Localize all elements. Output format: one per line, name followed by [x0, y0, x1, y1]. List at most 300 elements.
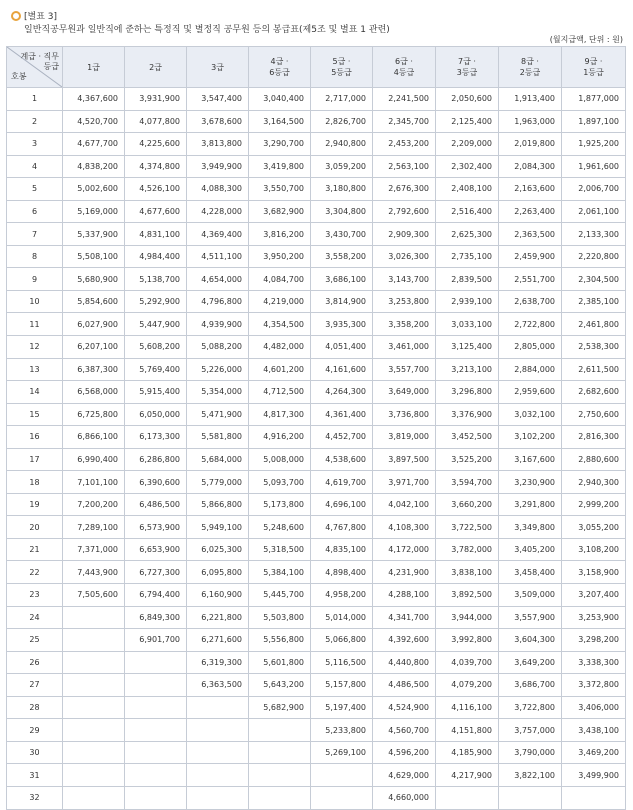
salary-cell: 3,033,100 — [436, 313, 499, 336]
salary-cell: 3,813,800 — [187, 133, 249, 156]
salary-cell: 5,292,900 — [125, 290, 187, 313]
step-cell: 20 — [7, 516, 63, 539]
salary-cell: 4,838,200 — [63, 155, 125, 178]
salary-cell — [63, 674, 125, 697]
salary-cell: 6,901,700 — [125, 629, 187, 652]
salary-cell: 5,233,800 — [311, 719, 373, 742]
table-row — [7, 358, 626, 381]
salary-cell: 4,367,600 — [63, 88, 125, 111]
salary-cell: 4,660,000 — [373, 786, 436, 809]
grade-header-1: 1급 — [63, 47, 125, 88]
corner-top-label — [20, 52, 59, 72]
salary-cell: 3,108,200 — [562, 538, 626, 561]
salary-cell: 4,217,900 — [436, 764, 499, 787]
corner-top-line1: 계급 · 직무 — [20, 52, 59, 61]
salary-cell — [125, 741, 187, 764]
salary-cell: 3,992,800 — [436, 629, 499, 652]
salary-cell: 5,556,800 — [249, 629, 311, 652]
salary-cell: 4,151,800 — [436, 719, 499, 742]
salary-cell: 5,447,900 — [125, 313, 187, 336]
salary-cell: 5,173,800 — [249, 493, 311, 516]
salary-cell: 5,682,900 — [249, 696, 311, 719]
salary-cell: 4,084,700 — [249, 268, 311, 291]
salary-cell: 5,643,200 — [249, 674, 311, 697]
salary-cell: 6,725,800 — [63, 403, 125, 426]
salary-cell: 6,866,100 — [63, 426, 125, 449]
salary-cell: 6,050,000 — [125, 403, 187, 426]
salary-cell: 3,722,500 — [436, 516, 499, 539]
salary-cell — [249, 719, 311, 742]
header-corner-cell — [7, 47, 63, 88]
salary-cell: 2,084,300 — [499, 155, 562, 178]
salary-cell: 5,680,900 — [63, 268, 125, 291]
salary-cell: 4,361,400 — [311, 403, 373, 426]
salary-cell: 3,358,200 — [373, 313, 436, 336]
salary-cell: 5,354,000 — [187, 381, 249, 404]
step-cell: 12 — [7, 336, 63, 359]
step-cell: 26 — [7, 651, 63, 674]
salary-cell: 2,220,800 — [562, 245, 626, 268]
salary-cell: 1,961,600 — [562, 155, 626, 178]
table-row — [7, 493, 626, 516]
salary-cell: 4,831,100 — [125, 223, 187, 246]
grade-header-4: 4급 · 6등급 — [249, 47, 311, 88]
salary-cell: 4,228,000 — [187, 200, 249, 223]
table-row — [7, 178, 626, 201]
grade-header-6: 6급 · 4등급 — [373, 47, 436, 88]
salary-cell — [63, 606, 125, 629]
circle-bullet-icon — [11, 11, 21, 21]
header-area — [0, 0, 633, 46]
salary-cell: 5,508,100 — [63, 245, 125, 268]
salary-cell: 2,163,600 — [499, 178, 562, 201]
salary-cell: 5,116,500 — [311, 651, 373, 674]
salary-cell: 4,172,000 — [373, 538, 436, 561]
salary-cell: 6,095,800 — [187, 561, 249, 584]
salary-cell: 3,525,200 — [436, 448, 499, 471]
salary-cell: 3,897,500 — [373, 448, 436, 471]
corner-top-line2: 등급 — [43, 62, 59, 71]
salary-cell: 2,061,100 — [562, 200, 626, 223]
salary-cell: 2,408,100 — [436, 178, 499, 201]
salary-cell: 3,814,900 — [311, 290, 373, 313]
step-cell: 16 — [7, 426, 63, 449]
salary-cell: 5,601,800 — [249, 651, 311, 674]
salary-cell: 6,568,000 — [63, 381, 125, 404]
salary-cell: 3,822,100 — [499, 764, 562, 787]
salary-cell: 7,289,100 — [63, 516, 125, 539]
salary-cell: 4,264,300 — [311, 381, 373, 404]
salary-cell: 4,374,800 — [125, 155, 187, 178]
salary-cell: 5,684,000 — [187, 448, 249, 471]
step-cell: 23 — [7, 584, 63, 607]
salary-cell — [125, 674, 187, 697]
salary-cell: 4,560,700 — [373, 719, 436, 742]
salary-cell: 3,458,400 — [499, 561, 562, 584]
table-row — [7, 561, 626, 584]
table-row — [7, 651, 626, 674]
corner-bottom-label: 호봉 — [11, 72, 27, 81]
table-row — [7, 110, 626, 133]
salary-cell: 2,839,500 — [436, 268, 499, 291]
salary-cell: 3,290,700 — [249, 133, 311, 156]
step-cell: 28 — [7, 696, 63, 719]
salary-cell — [63, 764, 125, 787]
salary-cell — [249, 764, 311, 787]
salary-cell: 2,209,000 — [436, 133, 499, 156]
salary-cell: 3,757,000 — [499, 719, 562, 742]
salary-cell: 3,291,800 — [499, 493, 562, 516]
salary-cell: 5,008,000 — [249, 448, 311, 471]
salary-cell: 4,288,100 — [373, 584, 436, 607]
salary-cell: 4,916,200 — [249, 426, 311, 449]
salary-cell: 3,604,300 — [499, 629, 562, 652]
salary-cell: 6,027,900 — [63, 313, 125, 336]
salary-cell: 5,248,600 — [249, 516, 311, 539]
salary-cell: 3,819,000 — [373, 426, 436, 449]
salary-cell: 2,625,300 — [436, 223, 499, 246]
salary-cell: 4,042,100 — [373, 493, 436, 516]
salary-cell: 3,376,900 — [436, 403, 499, 426]
salary-cell: 2,563,100 — [373, 155, 436, 178]
salary-cell: 2,676,300 — [373, 178, 436, 201]
step-cell: 4 — [7, 155, 63, 178]
salary-cell: 2,682,600 — [562, 381, 626, 404]
unit-note: (월지급액, 단위 : 원) — [549, 35, 623, 44]
salary-cell: 3,055,200 — [562, 516, 626, 539]
salary-cell — [187, 741, 249, 764]
salary-cell: 3,405,200 — [499, 538, 562, 561]
salary-cell: 3,026,300 — [373, 245, 436, 268]
salary-cell: 3,649,200 — [499, 651, 562, 674]
salary-cell: 6,221,800 — [187, 606, 249, 629]
salary-cell: 6,990,400 — [63, 448, 125, 471]
salary-cell: 4,524,900 — [373, 696, 436, 719]
salary-cell: 3,838,100 — [436, 561, 499, 584]
step-cell: 9 — [7, 268, 63, 291]
salary-cell: 4,231,900 — [373, 561, 436, 584]
salary-cell: 2,816,300 — [562, 426, 626, 449]
salary-cell: 4,696,100 — [311, 493, 373, 516]
salary-cell: 4,482,000 — [249, 336, 311, 359]
salary-cell: 3,722,800 — [499, 696, 562, 719]
step-cell: 7 — [7, 223, 63, 246]
salary-cell: 2,959,600 — [499, 381, 562, 404]
salary-cell: 4,392,600 — [373, 629, 436, 652]
salary-cell: 3,296,800 — [436, 381, 499, 404]
salary-cell: 3,298,200 — [562, 629, 626, 652]
salary-cell: 3,158,900 — [562, 561, 626, 584]
salary-cell: 4,185,900 — [436, 741, 499, 764]
salary-cell: 2,006,700 — [562, 178, 626, 201]
salary-cell: 3,649,000 — [373, 381, 436, 404]
salary-cell: 4,677,600 — [125, 200, 187, 223]
step-cell: 13 — [7, 358, 63, 381]
salary-cell: 4,596,200 — [373, 741, 436, 764]
salary-cell: 3,253,900 — [562, 606, 626, 629]
salary-cell: 4,161,600 — [311, 358, 373, 381]
salary-cell: 5,384,100 — [249, 561, 311, 584]
salary-cell: 5,002,600 — [63, 178, 125, 201]
salary-cell: 6,173,300 — [125, 426, 187, 449]
salary-cell: 6,727,300 — [125, 561, 187, 584]
salary-cell: 7,371,000 — [63, 538, 125, 561]
salary-cell: 3,736,800 — [373, 403, 436, 426]
salary-cell: 2,516,400 — [436, 200, 499, 223]
step-cell: 30 — [7, 741, 63, 764]
salary-cell: 2,735,100 — [436, 245, 499, 268]
salary-cell: 2,385,100 — [562, 290, 626, 313]
salary-cell: 4,835,100 — [311, 538, 373, 561]
step-cell: 18 — [7, 471, 63, 494]
salary-cell: 2,302,400 — [436, 155, 499, 178]
salary-cell: 7,101,100 — [63, 471, 125, 494]
salary-cell: 2,717,000 — [311, 88, 373, 111]
salary-cell: 2,611,500 — [562, 358, 626, 381]
salary-cell: 1,913,400 — [499, 88, 562, 111]
step-cell: 22 — [7, 561, 63, 584]
salary-cell: 5,318,500 — [249, 538, 311, 561]
salary-cell: 4,079,200 — [436, 674, 499, 697]
salary-cell: 2,638,700 — [499, 290, 562, 313]
salary-cell: 5,157,800 — [311, 674, 373, 697]
salary-cell — [125, 651, 187, 674]
salary-cell: 5,471,900 — [187, 403, 249, 426]
salary-cell: 2,133,300 — [562, 223, 626, 246]
salary-cell: 3,338,300 — [562, 651, 626, 674]
step-cell: 19 — [7, 493, 63, 516]
salary-cell: 3,102,200 — [499, 426, 562, 449]
step-cell: 25 — [7, 629, 63, 652]
salary-cell: 3,499,900 — [562, 764, 626, 787]
salary-cell: 3,032,100 — [499, 403, 562, 426]
grade-header-8: 8급 · 2등급 — [499, 47, 562, 88]
salary-cell: 3,143,700 — [373, 268, 436, 291]
step-cell: 3 — [7, 133, 63, 156]
salary-cell: 3,461,000 — [373, 336, 436, 359]
salary-cell: 7,443,900 — [63, 561, 125, 584]
salary-cell: 6,025,300 — [187, 538, 249, 561]
salary-cell: 3,547,400 — [187, 88, 249, 111]
salary-cell: 3,372,800 — [562, 674, 626, 697]
salary-cell: 3,790,000 — [499, 741, 562, 764]
salary-cell: 2,792,600 — [373, 200, 436, 223]
salary-cell: 2,999,200 — [562, 493, 626, 516]
salary-cell: 6,160,900 — [187, 584, 249, 607]
salary-cell: 5,503,800 — [249, 606, 311, 629]
salary-cell: 3,550,700 — [249, 178, 311, 201]
table-row — [7, 290, 626, 313]
salary-cell: 4,077,800 — [125, 110, 187, 133]
salary-cell: 2,459,900 — [499, 245, 562, 268]
table-row — [7, 674, 626, 697]
salary-cell: 6,794,400 — [125, 584, 187, 607]
table-row — [7, 516, 626, 539]
salary-cell — [187, 764, 249, 787]
salary-cell: 4,939,900 — [187, 313, 249, 336]
salary-cell: 5,093,700 — [249, 471, 311, 494]
salary-cell: 4,039,700 — [436, 651, 499, 674]
salary-cell: 2,304,500 — [562, 268, 626, 291]
salary-cell: 3,180,800 — [311, 178, 373, 201]
salary-cell: 5,066,800 — [311, 629, 373, 652]
table-row — [7, 155, 626, 178]
salary-cell: 5,269,100 — [311, 741, 373, 764]
salary-cell: 3,686,100 — [311, 268, 373, 291]
salary-cell: 2,880,600 — [562, 448, 626, 471]
salary-cell: 2,750,600 — [562, 403, 626, 426]
salary-cell: 3,059,200 — [311, 155, 373, 178]
salary-cell: 6,849,300 — [125, 606, 187, 629]
salary-cell: 4,051,400 — [311, 336, 373, 359]
table-title: 일반직공무원과 일반직에 준하는 특정직 및 별정직 공무원 등의 봉급표(제5조 및 별표 1 관련) — [24, 25, 390, 35]
salary-cell: 6,653,900 — [125, 538, 187, 561]
salary-cell: 3,557,900 — [499, 606, 562, 629]
table-row — [7, 719, 626, 742]
table-row — [7, 471, 626, 494]
salary-cell: 6,573,900 — [125, 516, 187, 539]
grade-header-2: 2급 — [125, 47, 187, 88]
salary-cell: 5,169,000 — [63, 200, 125, 223]
salary-cell: 7,200,200 — [63, 493, 125, 516]
salary-cell: 3,678,600 — [187, 110, 249, 133]
salary-cell: 2,805,000 — [499, 336, 562, 359]
salary-cell: 4,796,800 — [187, 290, 249, 313]
salary-cell: 3,469,200 — [562, 741, 626, 764]
salary-cell: 2,551,700 — [499, 268, 562, 291]
step-cell: 10 — [7, 290, 63, 313]
table-row — [7, 584, 626, 607]
salary-cell: 4,712,500 — [249, 381, 311, 404]
salary-cell: 3,430,700 — [311, 223, 373, 246]
salary-cell: 4,486,500 — [373, 674, 436, 697]
table-row — [7, 403, 626, 426]
step-cell: 29 — [7, 719, 63, 742]
salary-cell: 4,526,100 — [125, 178, 187, 201]
salary-cell: 3,816,200 — [249, 223, 311, 246]
step-cell: 15 — [7, 403, 63, 426]
salary-cell: 1,877,000 — [562, 88, 626, 111]
salary-cell: 6,486,500 — [125, 493, 187, 516]
salary-cell: 3,167,600 — [499, 448, 562, 471]
salary-cell: 3,230,900 — [499, 471, 562, 494]
salary-cell: 5,915,400 — [125, 381, 187, 404]
salary-cell: 5,445,700 — [249, 584, 311, 607]
salary-cell — [63, 719, 125, 742]
table-row — [7, 764, 626, 787]
salary-cell: 4,369,400 — [187, 223, 249, 246]
salary-cell: 2,909,300 — [373, 223, 436, 246]
salary-cell: 4,817,300 — [249, 403, 311, 426]
salary-cell: 3,125,400 — [436, 336, 499, 359]
salary-cell: 3,509,000 — [499, 584, 562, 607]
salary-cell: 4,108,300 — [373, 516, 436, 539]
salary-cell: 4,440,800 — [373, 651, 436, 674]
salary-cell: 5,779,000 — [187, 471, 249, 494]
salary-cell: 3,950,200 — [249, 245, 311, 268]
salary-cell: 4,538,600 — [311, 448, 373, 471]
salary-cell: 2,940,800 — [311, 133, 373, 156]
step-cell: 11 — [7, 313, 63, 336]
salary-cell: 2,940,300 — [562, 471, 626, 494]
salary-cell: 6,390,600 — [125, 471, 187, 494]
table-row — [7, 629, 626, 652]
salary-cell — [63, 651, 125, 674]
grade-header-9: 9급 · 1등급 — [562, 47, 626, 88]
salary-cell: 4,619,700 — [311, 471, 373, 494]
salary-cell: 6,363,500 — [187, 674, 249, 697]
salary-cell: 4,341,700 — [373, 606, 436, 629]
salary-cell: 3,452,500 — [436, 426, 499, 449]
table-row — [7, 426, 626, 449]
salary-cell — [311, 764, 373, 787]
salary-cell: 2,125,400 — [436, 110, 499, 133]
salary-cell: 2,019,800 — [499, 133, 562, 156]
salary-table — [6, 46, 626, 810]
salary-cell: 4,958,200 — [311, 584, 373, 607]
step-cell: 5 — [7, 178, 63, 201]
salary-cell: 3,207,400 — [562, 584, 626, 607]
salary-cell: 3,304,800 — [311, 200, 373, 223]
salary-cell: 2,826,700 — [311, 110, 373, 133]
salary-cell: 1,925,200 — [562, 133, 626, 156]
salary-cell: 3,213,100 — [436, 358, 499, 381]
table-row — [7, 200, 626, 223]
salary-cell: 3,594,700 — [436, 471, 499, 494]
salary-cell — [187, 719, 249, 742]
grade-header-7: 7급 · 3등급 — [436, 47, 499, 88]
salary-cell — [125, 764, 187, 787]
salary-cell: 3,935,300 — [311, 313, 373, 336]
step-cell: 17 — [7, 448, 63, 471]
table-row — [7, 381, 626, 404]
salary-cell: 5,949,100 — [187, 516, 249, 539]
salary-cell: 4,898,400 — [311, 561, 373, 584]
step-cell: 32 — [7, 786, 63, 809]
grade-header-5: 5급 · 5등급 — [311, 47, 373, 88]
salary-cell: 3,660,200 — [436, 493, 499, 516]
step-cell: 8 — [7, 245, 63, 268]
salary-cell: 4,219,000 — [249, 290, 311, 313]
salary-cell: 5,337,900 — [63, 223, 125, 246]
step-cell: 14 — [7, 381, 63, 404]
salary-cell — [125, 719, 187, 742]
salary-cell: 3,406,000 — [562, 696, 626, 719]
table-row — [7, 223, 626, 246]
salary-cell: 4,677,700 — [63, 133, 125, 156]
salary-cell: 6,286,800 — [125, 448, 187, 471]
step-cell: 1 — [7, 88, 63, 111]
table-label: [별표 3] — [24, 12, 57, 22]
salary-cell: 3,253,800 — [373, 290, 436, 313]
step-cell: 24 — [7, 606, 63, 629]
step-cell: 2 — [7, 110, 63, 133]
salary-cell: 3,040,400 — [249, 88, 311, 111]
salary-cell: 4,767,800 — [311, 516, 373, 539]
salary-cell: 6,271,600 — [187, 629, 249, 652]
salary-cell: 2,363,500 — [499, 223, 562, 246]
salary-cell: 3,892,500 — [436, 584, 499, 607]
step-cell: 21 — [7, 538, 63, 561]
salary-cell: 3,438,100 — [562, 719, 626, 742]
salary-cell: 5,197,400 — [311, 696, 373, 719]
salary-cell: 2,241,500 — [373, 88, 436, 111]
table-row — [7, 336, 626, 359]
salary-cell: 3,349,800 — [499, 516, 562, 539]
table-row — [7, 268, 626, 291]
salary-cell: 3,782,000 — [436, 538, 499, 561]
salary-cell: 7,505,600 — [63, 584, 125, 607]
